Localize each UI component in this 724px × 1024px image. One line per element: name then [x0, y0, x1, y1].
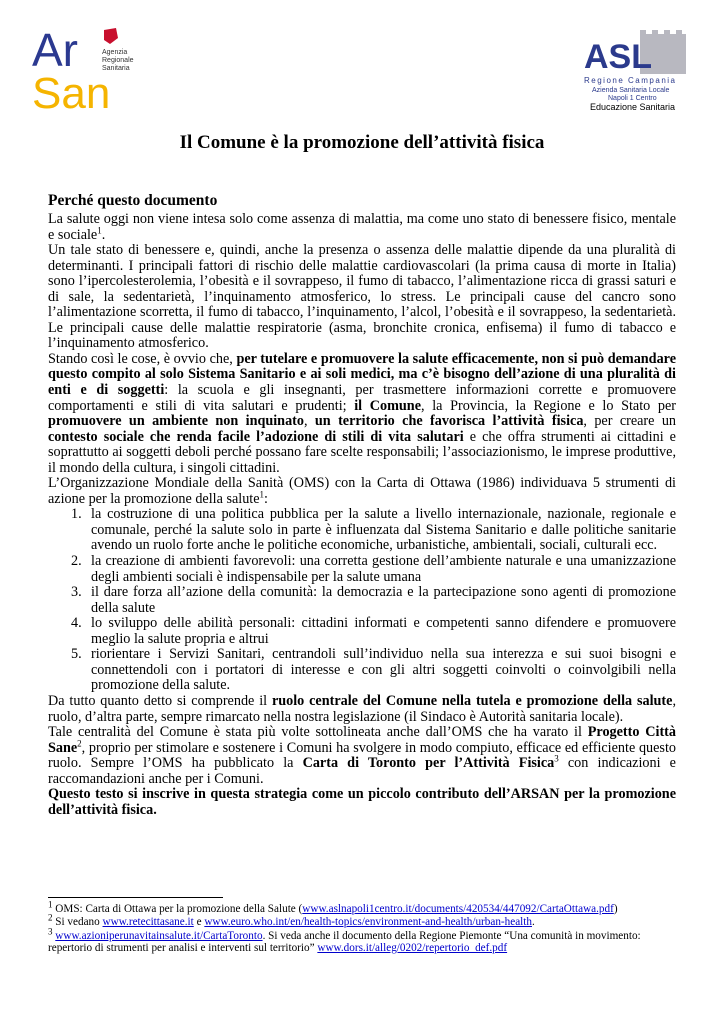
p5-b: ruolo centrale del Comune nella tutela e promozione della salute — [271, 692, 673, 709]
section-heading: Perché questo documento — [48, 192, 218, 209]
footnote-text: . — [531, 916, 535, 929]
paragraph-1 — [48, 212, 676, 243]
footnote-number: 1 — [48, 899, 53, 910]
list-item-text: lo sviluppo delle abilità personali: cittadini informati e competenti sanno difendere e promuovere meglio la salute propria e altrui — [91, 615, 676, 647]
p3-j: contesto sociale che renda facile l’adozione di stili di vita salutari — [48, 428, 464, 445]
page-title: Il Comune è la promozione dell’attività fisica — [179, 132, 545, 153]
footnote-text: e — [193, 916, 205, 929]
footnote-ref: 1 — [97, 224, 102, 235]
p3-d: il Comune — [354, 397, 421, 414]
list-item-text: il dare forza all’azione della comunità: la democrazia e la partecipazione sono agenti di promozione della salute — [91, 584, 676, 616]
footnote-1 — [48, 899, 676, 915]
asl-line3: Napoli 1 Centro — [608, 95, 657, 102]
list-item — [48, 647, 676, 694]
campania-emblem-icon — [104, 28, 118, 44]
p3-a: Stando così le cose, è ovvio che, — [48, 350, 237, 367]
paragraph-6 — [48, 725, 676, 787]
carta-toronto-link[interactable]: www.azioniperunavitainsalute.it/CartaToronto — [55, 929, 263, 942]
list-item-text: riorientare i Servizi Sanitari, centrandoli sull’individuo nella sua interezza e sui suoi bisogni e connettendoli con i portatori di interesse e con gli altri soggetti coinvolti o coinvolgibili nella promozione della salute. — [91, 646, 676, 694]
p3-k: e che offra strumenti ai cittadini e soprattutto ai soggetti deboli perché possano fare scelte responsabili; l’associazionismo, le imprese produttive, il mondo della cultura, i singoli cittadini. — [48, 428, 676, 476]
asl-line4: Educazione Sanitaria — [590, 102, 676, 112]
p1-tail: . — [101, 226, 106, 243]
retecittasane-link[interactable]: www.retecittasane.it — [102, 916, 194, 929]
list-item-number: 2. — [71, 553, 82, 570]
list-item — [48, 616, 676, 647]
paragraph-2: Un tale stato di benessere e, quindi, anche la presenza o assenza delle malattie dipende da una pluralità di determinanti. I principali fattori di rischio delle malattie cardiovascolari (la prima causa di morte in Italia) sono l’ipercolesterolemia, l’obesità e il sovrappeso, il fumo di tabacco, l’alimentazione ricca di grassi saturi e di sale, la sedentarietà, l’inquinamento atmosferico, lo stress. Le principali cause del cancro sono l’alimentazione scorretta, il fumo di tabacco, l’inquinamento, l’alcol, l’obesità e il sovrappeso, la sedentarietà. Le principali cause delle malattie respiratorie (asma, bronchite cronica, enfisema) il fumo di tabacco e l’inquinamento atmosferico. — [48, 242, 676, 352]
paragraph-4 — [48, 476, 676, 507]
list-item — [48, 507, 676, 554]
list-item-number: 5. — [71, 646, 82, 663]
footnote-divider — [48, 897, 223, 898]
p6-d: Carta di Toronto per l’Attività Fisica — [302, 755, 555, 772]
paragraph-7 — [48, 787, 676, 818]
paragraph-5 — [48, 694, 676, 725]
p3-b: per tutelare e promuovere la salute efficacemente, non si può demandare questo compito al solo Sistema Sanitario e ai soli medici, ma c’è bisogno dell’azione di una pluralità di enti e di soggetti — [48, 350, 677, 399]
p4-tail: : — [264, 490, 268, 507]
footnote-ref: 2 — [77, 737, 82, 748]
who-urban-health-link[interactable]: www.euro.who.int/en/health-topics/environment-and-health/urban-health — [204, 916, 532, 929]
arsan-logo-sub3: Sanitaria — [102, 65, 130, 72]
arsan-logo-bottom-letters: San — [32, 69, 111, 114]
footnote-text: Si vedano — [52, 916, 103, 929]
p6-c: , proprio per stimolare e sostenere i Comuni ha svolgere in modo compiuto, efficace ed efficiente questo ruolo. Sempre l’OMS ha pubblicato la — [48, 739, 676, 772]
asl-logo — [582, 30, 692, 115]
footnote-text: . Si veda anche il documento della Regione Piemonte “Una comunità in movimento: repertorio di strumenti per analisi e interventi sul territorio” — [48, 929, 641, 954]
p3-c: : la scuola e gli insegnanti, per trasmettere informazioni corrette e promuovere comportamenti e stili di vita salutari e prudenti; — [48, 382, 676, 414]
list-item-number: 1. — [71, 506, 82, 523]
p5-c: , ruolo, d’altra parte, sempre rimarcato nella nostra legislazione (il Sindaco è Autorità sanitaria locale). — [48, 692, 676, 725]
arsan-logo — [30, 22, 140, 114]
p1-text: La salute oggi non viene intesa solo come assenza di malattia, ma come uno stato di benessere fisico, mentale e sociale — [48, 211, 676, 243]
footnote-ref: 1 — [259, 489, 265, 500]
footnote-text: ) — [613, 903, 618, 915]
p6-b: Progetto Città Sane — [48, 724, 676, 756]
footnote-number: 2 — [48, 912, 53, 923]
dors-repertorio-link[interactable]: www.dors.it/alleg/0202/repertorio_def.pdf — [317, 941, 508, 954]
paragraph-3 — [48, 352, 676, 476]
p6-a: Tale centralità del Comune è stata più volte sottolineata anche dall’OMS che ha varato il — [48, 724, 588, 741]
p4-text: L’Organizzazione Mondiale della Sanità (OMS) con la Carta di Ottawa (1986) individuava 5 strumenti di azione per la promozione della salute — [48, 475, 676, 507]
asl-line2: Azienda Sanitaria Locale — [592, 87, 670, 94]
asl-line1: Regione Campania — [584, 76, 677, 85]
p7-text: Questo testo si inscrive in questa strategia come un piccolo contributo dell’ARSAN per la promozione dell’attività fisica. — [48, 786, 676, 818]
footnotes — [48, 899, 676, 955]
ottawa-link[interactable]: www.aslnapoli1centro.it/documents/420534/447092/CartaOttawa.pdf — [302, 903, 614, 915]
p3-f: promuovere un ambiente non inquinato — [48, 413, 304, 430]
document-body — [48, 192, 676, 818]
list-item — [48, 554, 676, 585]
p5-a: Da tutto quanto detto si comprende il — [48, 692, 272, 709]
footnote-ref: 3 — [554, 753, 559, 764]
list-item-text: la creazione di ambienti favorevoli: una corretta gestione dell’ambiente naturale e una umanizzazione degli ambienti sociali è indispensabile per la salute umana — [91, 553, 676, 585]
list-item-text: la costruzione di una politica pubblica per la salute a livello internazionale, nazionale, regionale e comunale, perché la salute solo in parte è influenzata dal Sistema Sanitario e dalle politiche sanitarie avendo un ruolo forte anche le politiche economiche, urbanistiche, ambientali, sociali, culturali ecc. — [91, 506, 676, 554]
list-item-number: 4. — [71, 615, 82, 632]
p3-i: , per creare un — [583, 413, 677, 430]
arsan-logo-sub1: Agenzia — [102, 49, 128, 56]
list-item — [48, 585, 676, 616]
ottawa-list — [48, 507, 676, 694]
arsan-logo-sub2: Regionale — [102, 57, 134, 64]
p3-g: , — [304, 413, 315, 430]
arsan-logo-top-letters: Ar — [32, 24, 78, 76]
asl-acronym: ASL — [584, 38, 652, 76]
p3-e: , la Provincia, la Regione e lo Stato per — [421, 397, 676, 414]
p3-h: un territorio che favorisca l’attività fisica — [314, 413, 584, 430]
p6-e: con indicazioni e raccomandazioni anche per i Comuni. — [48, 755, 676, 787]
list-item-number: 3. — [71, 584, 82, 601]
footnote-3 — [48, 925, 676, 955]
footnote-number: 3 — [48, 925, 53, 936]
footnote-2 — [48, 912, 676, 929]
footnote-text: OMS: Carta di Ottawa per la promozione della Salute ( — [52, 903, 303, 915]
